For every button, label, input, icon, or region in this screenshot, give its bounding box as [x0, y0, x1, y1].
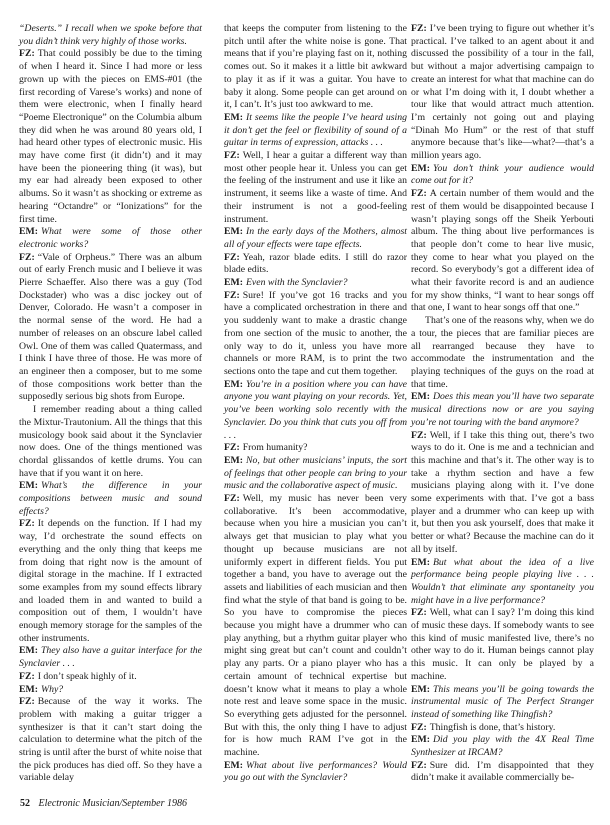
paragraph-text: Did you play with the 4X Real Time Synthesizer at IRCAM?: [411, 734, 594, 759]
paragraph-text: “Deserts.” I recall when we spoke before that you didn’t think very highly of those works.: [19, 23, 202, 47]
paragraph-text: Because of the way it works. The problem with making a guitar trigger a synthesizer is that it can’t start doing the calculation to determine what the pitch of the string is until after the burst of white noise that the pick produces has died off. So they have a variable delay: [19, 696, 202, 784]
publication-credit: Electronic Musician/September 1986: [38, 798, 187, 809]
body-paragraph: [19, 404, 202, 480]
paragraph-text: You don’t think your audience would come out for it?: [411, 162, 594, 187]
paragraph-text: Sure! If you’ve got 16 tracks and you have a complicated orchestration in there and you suddenly want to make a drastic change from one section of the music to another, the only way to do it, unless you have more channels or more RAM, is to print the two sections onto the tape and cut them together.: [224, 289, 407, 377]
paragraph-text: In the early days of the Mothers, almost all of your effects were tape effects.: [224, 226, 407, 250]
speaker-label: EM:: [411, 734, 430, 746]
interviewee-answer: [224, 290, 407, 379]
interviewer-question: [411, 163, 594, 188]
paragraph-text: That could possibly be due to the timing of when I heard it. Since I had more or less grown up with the pieces on EMS-#01 (the first recording of Varese’s works) and none of them were electronic, when I finally heard “Poeme Electronique” on the Columbia album they did when he was around 80 years old, I had heard other types of electronic music. His may have come first (it didn’t) and it may have been the pioneering thing (it was), but my ear had already been exposed to other albums. So it wasn’t as shocking or extreme as hearing “Octandre” or “Ionizations” for the first time.: [19, 48, 202, 225]
paragraph-text: Why?: [40, 683, 64, 695]
paragraph-text: From humanity?: [242, 442, 308, 454]
interviewee-answer: [19, 671, 202, 684]
speaker-label: EM:: [411, 162, 430, 174]
interviewee-answer: [411, 23, 594, 163]
speaker-label: EM:: [224, 378, 243, 390]
interviewee-answer: [411, 607, 594, 683]
speaker-label: FZ:: [224, 289, 240, 301]
speaker-label: FZ:: [19, 670, 35, 682]
paragraph-text: Even with the Synclavier?: [245, 277, 348, 289]
paragraph-text: Well, if I take this thing out, there’s two ways to do it. One is me and a technician and this machine and that’s it. The other way is to take a rhythm section and have a few musicians playing along with it. I’ve done some experiments with that. I’ve got a bass player and a drummer who can keep up with it, but then you ask yourself, does that make it better or what? Because the machine can do it all by itself.: [411, 429, 594, 555]
interviewer-question: [411, 391, 594, 429]
interviewer-question: [224, 112, 407, 150]
speaker-label: EM:: [224, 454, 243, 466]
paragraph-text: You’re in a position where you can have anyone you want playing on your records. Yet, you’ve been working solo recently with the Synclavier. Do you think that cuts you off from . . .: [224, 378, 407, 441]
interviewer-question: [411, 734, 594, 759]
body-paragraph: [224, 23, 407, 112]
paragraph-text: What’s the difference in your compositions between music and sound effects?: [19, 480, 202, 517]
speaker-label: EM:: [19, 480, 38, 492]
interviewee-answer: [224, 493, 407, 760]
speaker-label: FZ:: [411, 23, 427, 34]
interviewee-answer: [19, 48, 202, 226]
paragraph-text: No, but other musicians’ inputs, the sort of feelings that other people can bring to your music and the collaborative aspect of music.: [224, 454, 407, 492]
speaker-label: EM:: [19, 645, 38, 657]
speaker-label: EM:: [224, 759, 243, 771]
speaker-label: FZ:: [411, 721, 427, 733]
page-footer: [20, 798, 187, 809]
speaker-label: FZ:: [19, 251, 35, 263]
paragraph-text: That’s one of the reasons why, when we do a tour, the pieces that are familiar pieces are all rearranged because they have to accommodate the instrumentation and the playing techniques of the guys on the road at that time.: [411, 315, 594, 390]
paragraph-text: What were some of those other electronic works?: [19, 226, 202, 250]
paragraph-text: Well, I hear a guitar a different way than most other people hear it. Unless you can get the feeling of the instrument and use it like an instrument, it seems like a waste of time. And their instrument is not a good-feeling instrument.: [224, 150, 407, 225]
speaker-label: EM:: [224, 277, 243, 289]
speaker-label: EM:: [411, 683, 430, 695]
interviewer-question: [224, 760, 407, 785]
interviewee-answer: [19, 696, 202, 785]
body-paragraph: [411, 315, 594, 391]
paragraph-text: “Vale of Orpheus.” There was an album out of early French music and I believe it was Pierre Schaeffer. Also there was a guy (Tod Dockstader) who was a disc jockey out of Denver, Colorado. He wasn’t a composer in the normal sense of the word. He had a number of releases on an obscure label called Owl. One of them was called Quatermass, and I think I have three of those. He was more of an engineer then a composer, but to me some of those compositions work better than the supposedly serious big shots from Europe.: [19, 251, 202, 403]
speaker-label: EM:: [19, 226, 38, 238]
paragraph-text: Well, my music has never been very collaborative. It’s been accommodative, because when you hire a musician you can’t always get that musician to play what you thought up because musicians are not uniformly expert in different fields. You put together a band, you have to average out the assets and liabilities of each musician and then find what the style of that band is going to be. So you have to compromise the pieces because you might have a drummer who can play anything, but a rhythm guitar player who might sing great but can’t count and couldn’t play any parts. Or a piano player who has a certain amount of technical expertise but doesn’t know what it means to play a whole note rest and leave some space in the music. So everything gets adjusted for the personnel. But with this, the only thing I have to adjust for is how much RAM I’ve got in the machine.: [224, 493, 407, 759]
paragraph-text: They also have a guitar interface for the Synclavier . . .: [19, 645, 202, 670]
interviewer-question: [19, 684, 202, 697]
column-1: [19, 23, 202, 785]
interviewee-answer: [411, 722, 594, 735]
paragraph-text: that keeps the computer from listening to the pitch until after the white noise is gone. That means that if you’re playing fast on it, nothing comes out. So it makes it a little bit awkward to play it as if it was a guitar. You have to baby it along. Some people can get around on it, I can’t. It’s just too awkward to me.: [224, 23, 407, 111]
interviewee-answer: [19, 252, 202, 404]
interviewer-question: [411, 557, 594, 608]
paragraph-text: Well, what can I say? I’m doing this kind of music these days. If somebody wants to see this kind of music manifested live, there’s no other way to do it. Human beings cannot play this music. It can only be played by a machine.: [411, 607, 594, 682]
paragraph-text: But what about the idea of a live performance being people playing live . . . Wouldn’t that eliminate any spontaneity you might have in a live performance?: [411, 556, 594, 606]
interviewee-answer: [19, 518, 202, 645]
speaker-label: FZ:: [224, 251, 240, 263]
speaker-label: FZ:: [19, 518, 35, 530]
speaker-label: FZ:: [411, 607, 427, 619]
interviewer-question: [19, 23, 202, 48]
interviewer-question: [224, 455, 407, 493]
paragraph-text: I’ve been trying to figure out whether it’s practical. I’ve talked to an agent about it and discussed the possibility of a tour in the fall, but without a major advertising campaign to create an interest for what that machine can do or what I’m doing with it, I doubt whether a tour like that would attract much attention. I’m certainly not going out and playing “Dinah Mo Hum” or the rest of that stuff anymore because that’s like—what?—that’s a million years ago.: [411, 23, 594, 162]
interviewer-question: [19, 480, 202, 518]
paragraph-text: It seems like the people I’ve heard using it don’t get the feel or flexibility of sound of a guitar in terms of expression, attacks . . .: [224, 111, 407, 149]
paragraph-text: I don’t speak highly of it.: [37, 670, 137, 682]
paragraph-text: A certain number of them would and the rest of them would be disappointed because I wasn’t playing songs off the Sheik Yerbouti album. The thing about live performances is that people don’t come to hear live music, they come to hear what you played on the record. So everybody’s got a different idea of what their favorite record is and an audience for my show thinks, “I want to hear songs off that one, I want to hear songs off that one.”: [411, 188, 594, 314]
interviewer-question: [224, 379, 407, 443]
interviewee-answer: [224, 150, 407, 226]
paragraph-text: Does this mean you’ll have two separate musical directions now or are you saying you’re not touring with the band anymore?: [411, 391, 594, 428]
paragraph-text: This means you’ll be going towards the instrumental music of The Perfect Stranger instead of something like Thingfish?: [411, 683, 594, 720]
interviewer-question: [224, 277, 407, 290]
interviewee-answer: [224, 442, 407, 455]
page-number: 52: [20, 798, 30, 809]
paragraph-text: What about live performances? Would you go out with the Synclavier?: [224, 759, 407, 784]
interviewer-question: [224, 226, 407, 251]
column-3: [411, 23, 594, 785]
interviewee-answer: [224, 252, 407, 277]
speaker-label: EM:: [411, 391, 430, 403]
speaker-label: FZ:: [411, 188, 427, 200]
interviewee-answer: [411, 188, 594, 315]
speaker-label: FZ:: [224, 150, 240, 162]
speaker-label: FZ:: [411, 759, 427, 771]
speaker-label: EM:: [411, 556, 430, 568]
speaker-label: FZ:: [224, 493, 240, 505]
paragraph-text: Sure did. I’m disappointed that they didn’t make it available commercially be-: [411, 759, 594, 784]
paragraph-text: Thingfish is done, that’s history.: [429, 721, 556, 733]
speaker-label: EM:: [224, 111, 243, 123]
paragraph-text: Yeah, razor blade edits. I still do razor blade edits.: [224, 251, 407, 276]
interviewee-answer: [411, 760, 594, 785]
interviewer-question: [19, 226, 202, 251]
speaker-label: FZ:: [19, 48, 35, 60]
speaker-label: EM:: [19, 683, 38, 695]
interviewer-question: [411, 684, 594, 722]
interviewee-answer: [411, 430, 594, 557]
paragraph-text: I remember reading about a thing called the Mixtur-Trautonium. All the things that this musicology book said about it the Synclavier now does. One of the things mentioned was chordal glissandos of kettle drums. You can have that if you want it on here.: [19, 404, 202, 479]
speaker-label: FZ:: [19, 696, 35, 708]
paragraph-text: It depends on the function. If I had my way, I’d orchestrate the sound effects on everything and the only thing that keeps me from doing that right now is the amount of digital storage in the machine. If I extracted some examples from my sound effects library and loaded them in and wanted to build a composition out of them, I wouldn’t have enough memory storage for the samples of the other instruments.: [19, 518, 202, 644]
speaker-label: FZ:: [411, 429, 427, 441]
speaker-label: FZ:: [224, 442, 240, 454]
column-2: [224, 23, 407, 785]
interviewer-question: [19, 645, 202, 670]
speaker-label: EM:: [224, 226, 243, 238]
